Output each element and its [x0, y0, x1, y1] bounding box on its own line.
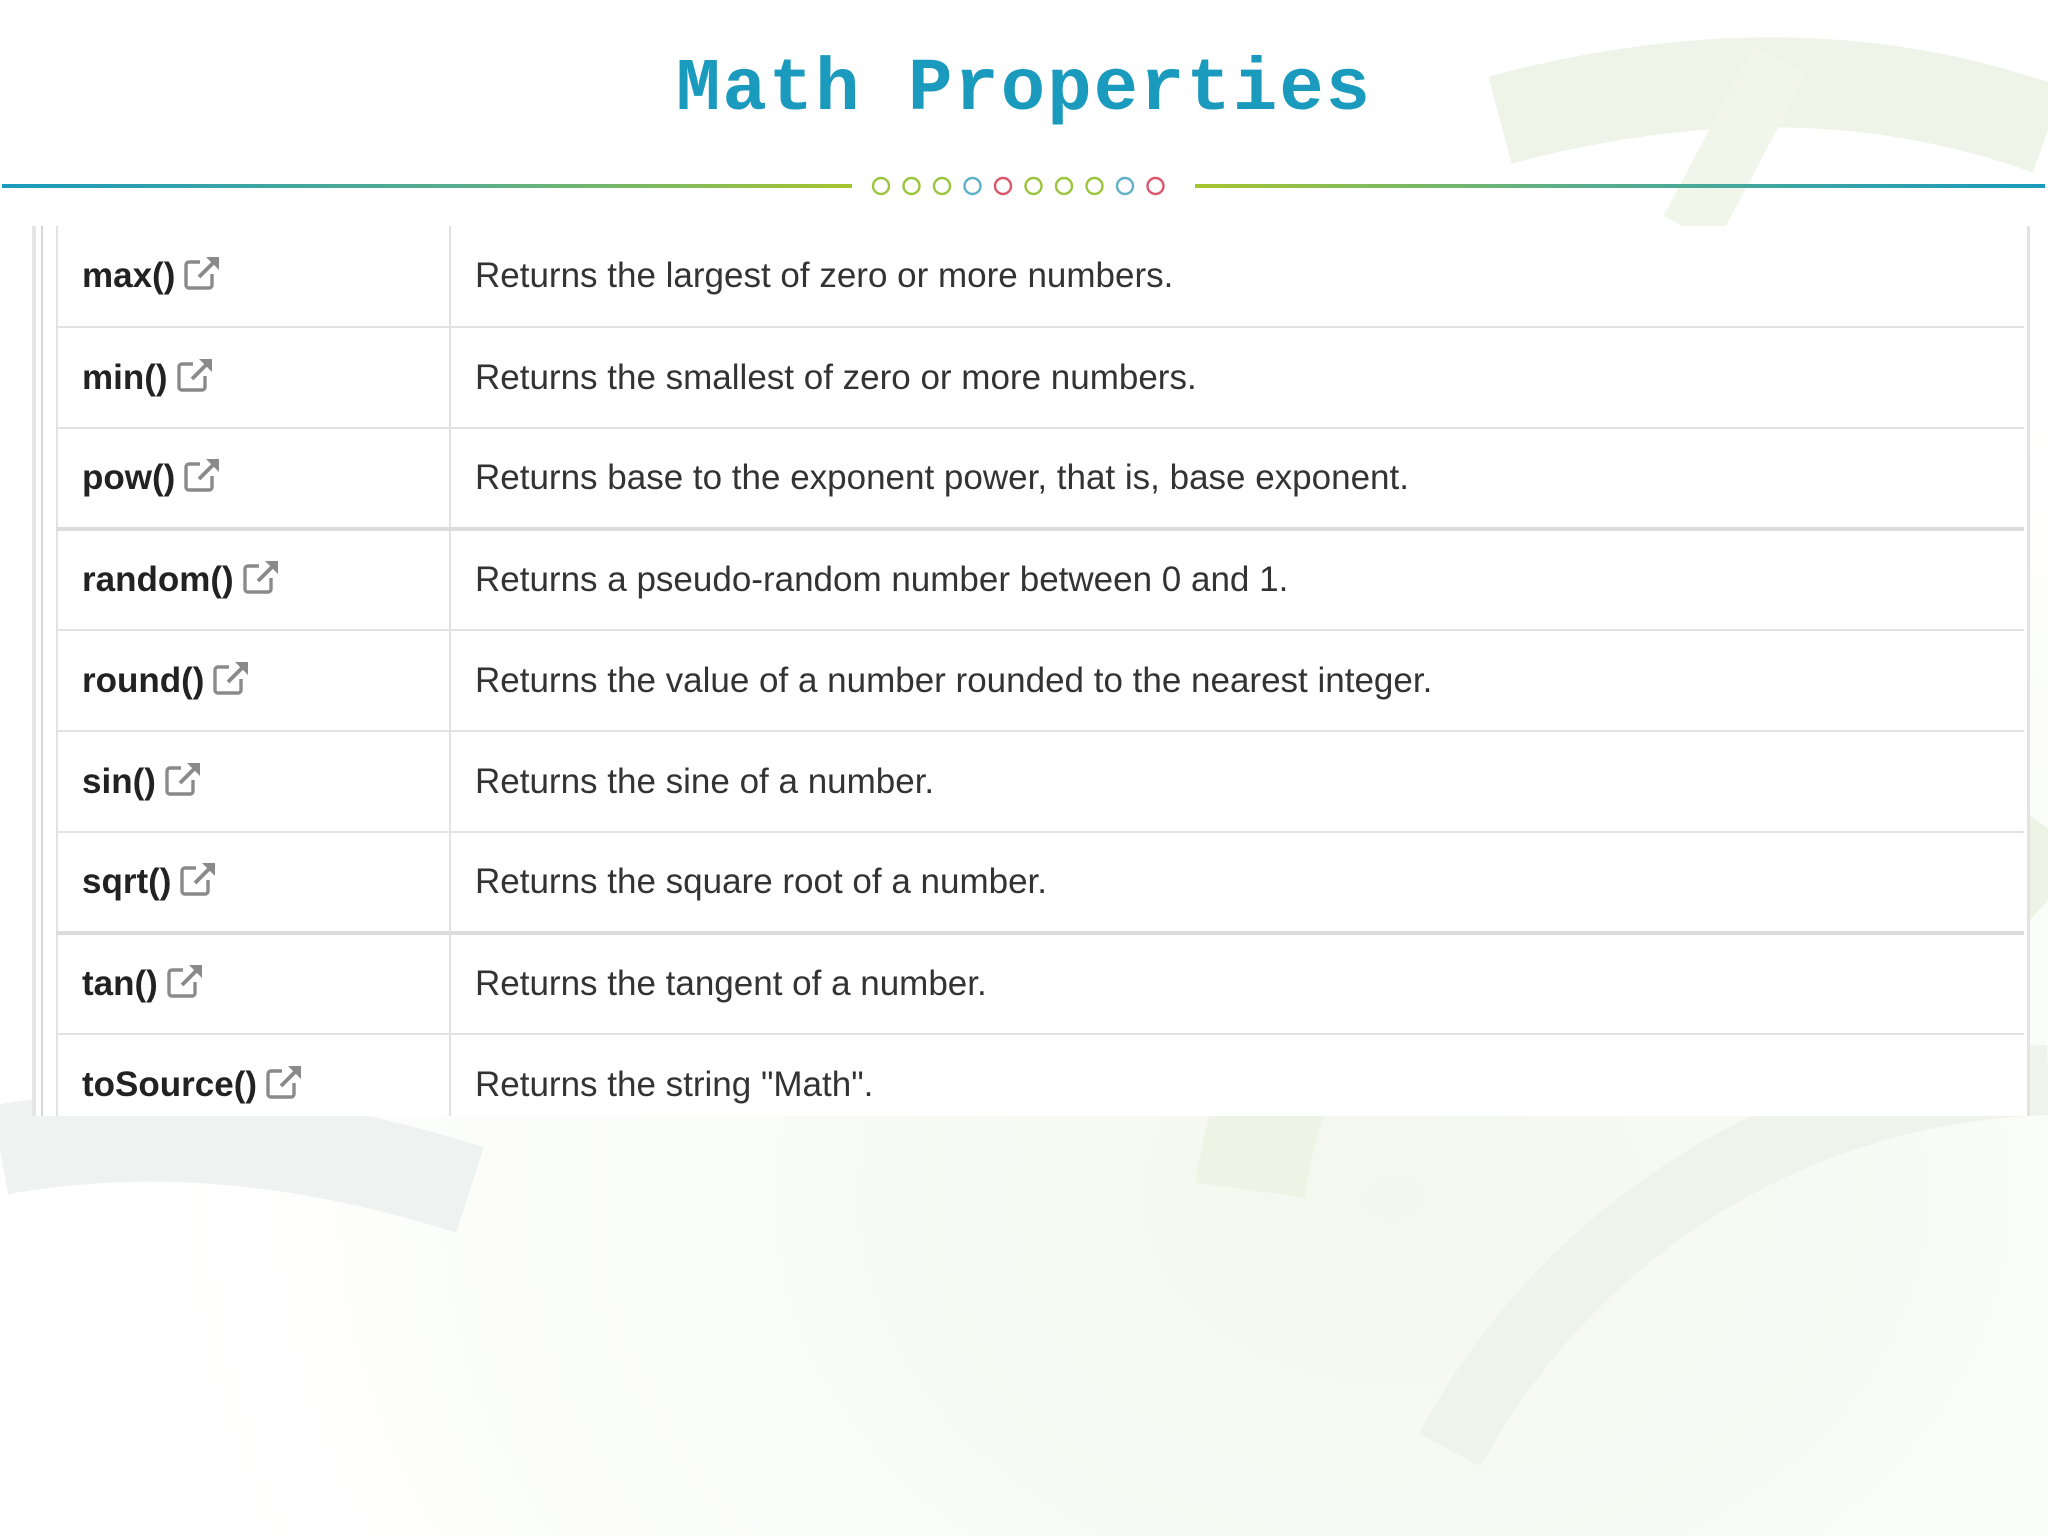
method-name-cell: [57, 1034, 450, 1116]
table-row: [57, 832, 2024, 933]
method-link[interactable]: tan(): [82, 964, 158, 1003]
divider-line-left: [2, 184, 852, 188]
table-row: [57, 226, 2024, 327]
external-link-icon[interactable]: [242, 557, 282, 597]
divider-dots: [870, 175, 1180, 197]
external-link-icon[interactable]: [166, 961, 206, 1001]
table-row: [57, 731, 2024, 832]
method-description-cell: [450, 529, 2024, 630]
divider-dot: [1117, 178, 1133, 194]
table-row: [57, 428, 2024, 529]
divider-dot: [1056, 178, 1072, 194]
method-link[interactable]: random(): [82, 560, 234, 599]
method-description-cell: [450, 428, 2024, 529]
methods-table-panel: [32, 226, 2030, 1116]
method-description: Returns the sine of a number.: [475, 761, 935, 801]
table-row: [57, 327, 2024, 428]
table-row: [57, 933, 2024, 1034]
method-description-cell: [450, 630, 2024, 731]
method-name-cell: [57, 327, 450, 428]
table-row: [57, 630, 2024, 731]
method-description: Returns the smallest of zero or more numbers.: [475, 357, 1197, 397]
method-description: Returns the square root of a number.: [475, 862, 1047, 901]
external-link-icon[interactable]: [176, 355, 216, 395]
method-description-cell: [450, 933, 2024, 1034]
method-name-cell: [57, 529, 450, 630]
external-link-icon[interactable]: [183, 455, 223, 495]
external-link-icon[interactable]: [164, 759, 204, 799]
method-description: Returns the value of a number rounded to the nearest integer.: [475, 660, 1433, 700]
method-name-cell: [57, 933, 450, 1034]
divider-dot: [1148, 178, 1164, 194]
method-link[interactable]: sqrt(): [82, 862, 172, 901]
method-description: Returns the string "Math".: [475, 1064, 874, 1104]
method-description-cell: [450, 731, 2024, 832]
method-link[interactable]: toSource(): [82, 1064, 257, 1104]
external-link-icon[interactable]: [179, 859, 219, 899]
method-name-cell: [57, 428, 450, 529]
method-link[interactable]: sin(): [82, 761, 156, 801]
method-description: Returns the tangent of a number.: [475, 964, 987, 1003]
divider-dot: [904, 178, 920, 194]
method-name-cell: [57, 630, 450, 731]
divider-dot: [1087, 178, 1103, 194]
method-link[interactable]: pow(): [82, 458, 176, 497]
divider-dot: [1026, 178, 1042, 194]
method-link[interactable]: max(): [82, 256, 176, 295]
table-row: [57, 529, 2024, 630]
method-description-cell: [450, 832, 2024, 933]
method-name-cell: [57, 832, 450, 933]
divider-dot: [995, 178, 1011, 194]
panel-edge: [41, 226, 43, 1116]
method-link[interactable]: round(): [82, 660, 205, 700]
table-row: [57, 1034, 2024, 1116]
method-description: Returns the largest of zero or more numbers.: [475, 256, 1174, 295]
method-description-cell: [450, 327, 2024, 428]
method-description: Returns a pseudo-random number between 0 and 1.: [475, 560, 1289, 599]
method-description-cell: [450, 1034, 2024, 1116]
panel-edge: [32, 226, 36, 1116]
external-link-icon[interactable]: [212, 658, 252, 698]
external-link-icon[interactable]: [265, 1062, 305, 1102]
external-link-icon[interactable]: [183, 253, 223, 293]
method-description: Returns base to the exponent power, that is, base exponent.: [475, 458, 1409, 497]
slide-title: Math Properties: [675, 48, 1373, 132]
divider-dot: [965, 178, 981, 194]
method-name-cell: [57, 226, 450, 327]
divider-line-right: [1195, 184, 2045, 188]
method-name-cell: [57, 731, 450, 832]
method-link[interactable]: min(): [82, 357, 168, 397]
divider-dot: [873, 178, 889, 194]
methods-table: [56, 226, 2024, 1116]
method-description-cell: [450, 226, 2024, 327]
title-divider: [0, 172, 2048, 202]
panel-edge: [2027, 226, 2030, 1116]
divider-dot: [934, 178, 950, 194]
